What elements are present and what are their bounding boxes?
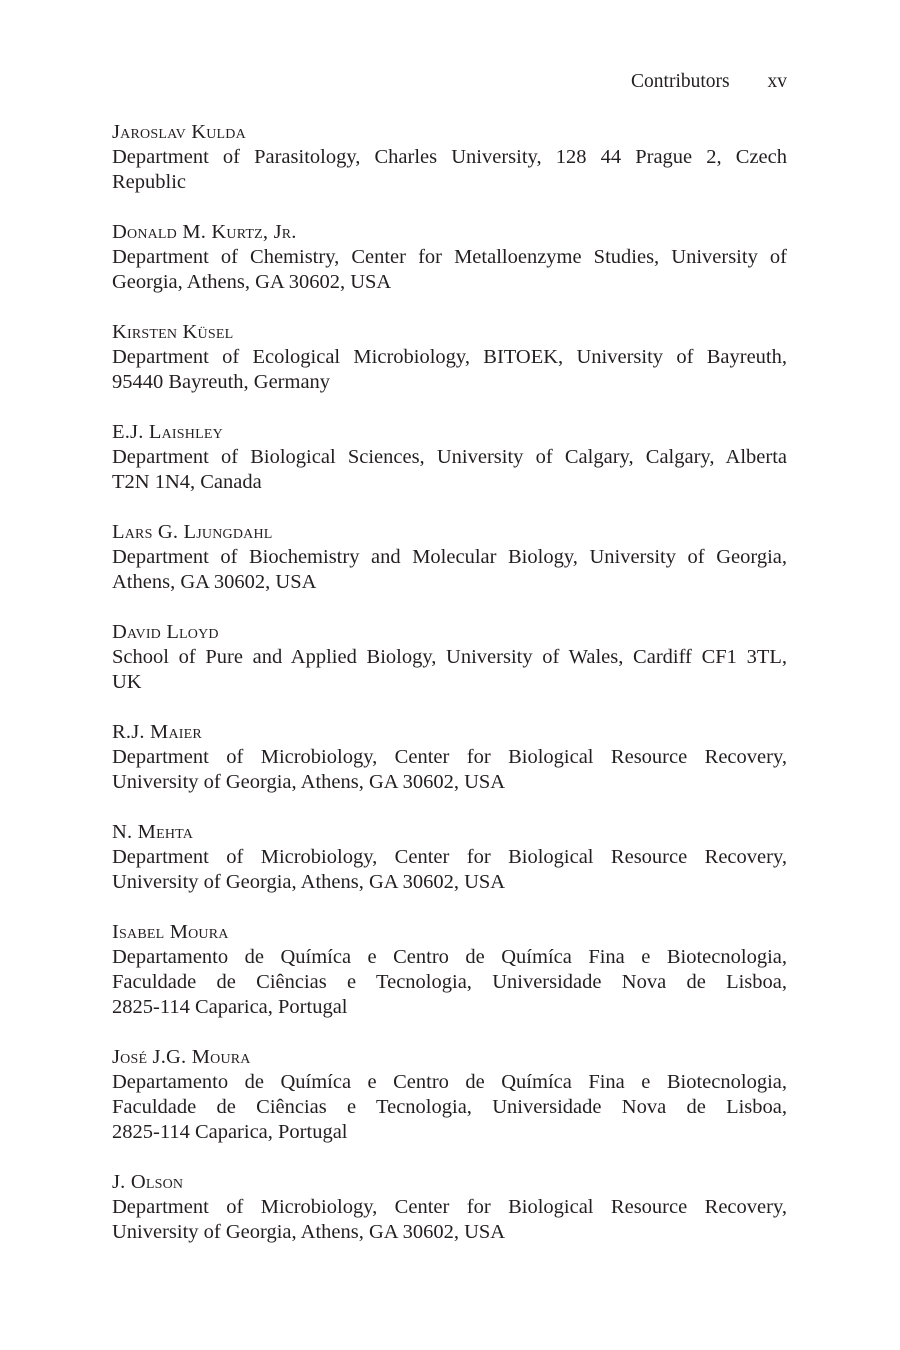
affiliation-line: School of Pure and Applied Biology, University of Wales, Cardiff CF1 3TL, (112, 646, 787, 668)
contributor-affiliation (112, 145, 787, 195)
contributor-entry (112, 420, 787, 495)
affiliation-line: Department of Chemistry, Center for Metalloenzyme Studies, University of (112, 246, 787, 268)
contributor-entry (112, 520, 787, 595)
contributor-affiliation (112, 1070, 787, 1145)
contributor-name: Kirsten Küsel (112, 321, 234, 343)
contributor-entry (112, 720, 787, 795)
contributor-name: Donald M. Kurtz, Jr. (112, 221, 297, 243)
affiliation-line: Department of Microbiology, Center for Biological Resource Recovery, (112, 746, 787, 768)
contributor-entry (112, 920, 787, 1020)
affiliation-line: University of Georgia, Athens, GA 30602, USA (112, 1221, 506, 1243)
section-title: Contributors (631, 71, 730, 92)
contributor-affiliation (112, 445, 787, 495)
affiliation-line: Department of Ecological Microbiology, BITOEK, University of Bayreuth, (112, 346, 787, 368)
contributor-name: Isabel Moura (112, 921, 229, 943)
contributor-entry (112, 320, 787, 395)
contributor-affiliation (112, 345, 787, 395)
affiliation-line: Departamento de Químíca e Centro de Químíca Fina e Biotecnologia, (112, 1071, 787, 1093)
affiliation-line: 2825-114 Caparica, Portugal (112, 1121, 348, 1143)
contributor-affiliation (112, 545, 787, 595)
contributor-name: N. Mehta (112, 821, 194, 843)
affiliation-line: 95440 Bayreuth, Germany (112, 371, 331, 393)
contributor-affiliation (112, 1195, 787, 1245)
affiliation-line: Republic (112, 171, 187, 193)
contributor-name: José J.G. Moura (112, 1046, 251, 1068)
contributor-entry (112, 120, 787, 195)
contributor-entry (112, 620, 787, 695)
affiliation-line: Departamento de Químíca e Centro de Químíca Fina e Biotecnologia, (112, 946, 787, 968)
affiliation-line: Department of Biochemistry and Molecular Biology, University of Georgia, (112, 546, 787, 568)
contributor-name: Lars G. Ljungdahl (112, 521, 273, 543)
affiliation-line: 2825-114 Caparica, Portugal (112, 996, 348, 1018)
affiliation-line: T2N 1N4, Canada (112, 471, 262, 493)
affiliation-line: UK (112, 671, 142, 693)
contributor-affiliation (112, 845, 787, 895)
contributor-entry (112, 1045, 787, 1145)
contributor-name: J. Olson (112, 1171, 184, 1193)
affiliation-line: Georgia, Athens, GA 30602, USA (112, 271, 392, 293)
affiliation-line: Faculdade de Ciências e Tecnologia, Universidade Nova de Lisboa, (112, 971, 787, 993)
contributor-entry (112, 220, 787, 295)
contributors-list (112, 120, 787, 1270)
contributor-entry (112, 1170, 787, 1245)
affiliation-line: Athens, GA 30602, USA (112, 571, 317, 593)
affiliation-line: Department of Microbiology, Center for Biological Resource Recovery, (112, 846, 787, 868)
affiliation-line: Department of Biological Sciences, University of Calgary, Calgary, Alberta (112, 446, 787, 468)
running-head (631, 70, 787, 94)
contributor-entry (112, 820, 787, 895)
contributor-name: Jaroslav Kulda (112, 121, 246, 143)
contributor-affiliation (112, 945, 787, 1020)
contributor-name: David Lloyd (112, 621, 219, 643)
affiliation-line: University of Georgia, Athens, GA 30602, USA (112, 771, 506, 793)
contributor-affiliation (112, 245, 787, 295)
affiliation-line: Department of Parasitology, Charles University, 128 44 Prague 2, Czech (112, 146, 787, 168)
affiliation-line: Department of Microbiology, Center for Biological Resource Recovery, (112, 1196, 787, 1218)
page-number: xv (767, 71, 787, 92)
affiliation-line: University of Georgia, Athens, GA 30602, USA (112, 871, 506, 893)
contributor-name: E.J. Laishley (112, 421, 223, 443)
contributor-affiliation (112, 645, 787, 695)
affiliation-line: Faculdade de Ciências e Tecnologia, Universidade Nova de Lisboa, (112, 1096, 787, 1118)
contributor-affiliation (112, 745, 787, 795)
contributor-name: R.J. Maier (112, 721, 202, 743)
